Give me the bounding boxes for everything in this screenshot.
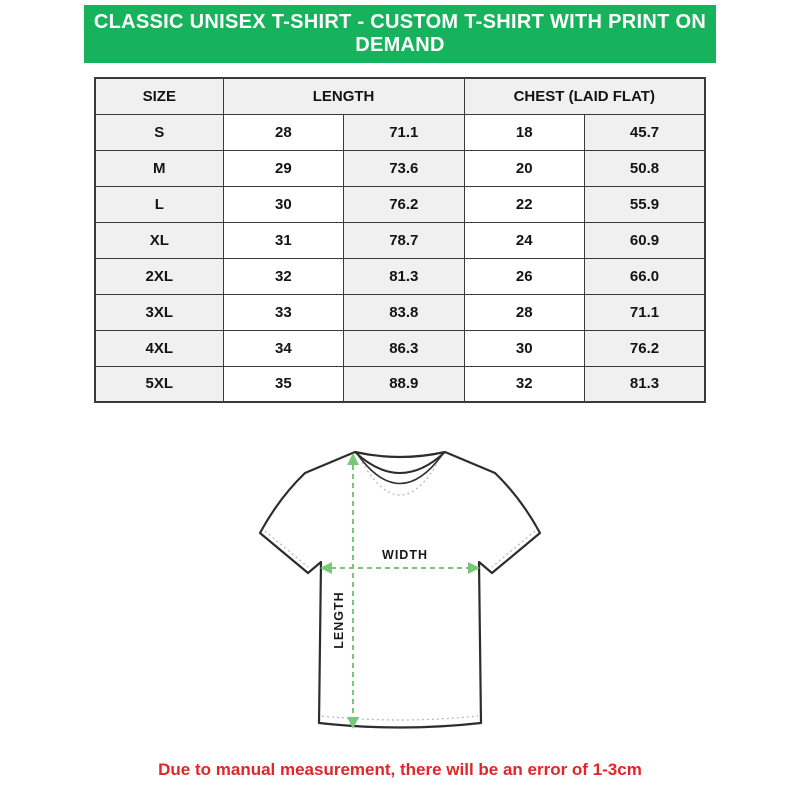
chest-in-cell: 22: [464, 186, 584, 222]
table-row: [95, 366, 705, 402]
table-row: [95, 258, 705, 294]
measurement-note-text: Due to manual measurement, there will be an error of 1-3cm: [158, 760, 642, 779]
chest-cm-cell: 66.0: [585, 258, 706, 294]
chest-in-cell: 18: [464, 114, 584, 150]
width-label: WIDTH: [382, 548, 428, 562]
length-in-cell: 30: [223, 186, 343, 222]
size-cell: XL: [95, 222, 223, 258]
table-header-row: [95, 78, 705, 114]
chest-in-cell: 30: [464, 330, 584, 366]
chest-cm-cell: 76.2: [585, 330, 706, 366]
length-cm-cell: 83.8: [344, 294, 464, 330]
length-cm-cell: 86.3: [344, 330, 464, 366]
chest-in-cell: 28: [464, 294, 584, 330]
title-banner: [84, 5, 716, 63]
length-in-cell: 28: [223, 114, 343, 150]
chest-in-cell: 20: [464, 150, 584, 186]
table-row: [95, 294, 705, 330]
length-in-cell: 29: [223, 150, 343, 186]
chest-cm-cell: 81.3: [585, 366, 706, 402]
tshirt-diagram: [255, 440, 545, 740]
length-label: LENGTH: [332, 591, 346, 649]
measurement-note: [0, 760, 800, 780]
table-row: [95, 222, 705, 258]
table-row: [95, 114, 705, 150]
length-cm-cell: 81.3: [344, 258, 464, 294]
length-in-cell: 33: [223, 294, 343, 330]
chest-cm-cell: 50.8: [585, 150, 706, 186]
length-cm-cell: 71.1: [344, 114, 464, 150]
table-row: [95, 186, 705, 222]
length-in-cell: 35: [223, 366, 343, 402]
length-cm-cell: 88.9: [344, 366, 464, 402]
length-in-cell: 31: [223, 222, 343, 258]
tshirt-outline: [260, 452, 540, 728]
length-in-cell: 32: [223, 258, 343, 294]
size-cell: 4XL: [95, 330, 223, 366]
table-row: [95, 150, 705, 186]
size-cell: 2XL: [95, 258, 223, 294]
chest-cm-cell: 60.9: [585, 222, 706, 258]
size-cell: 5XL: [95, 366, 223, 402]
size-chart-table: [94, 77, 706, 403]
column-header-size: SIZE: [95, 78, 223, 114]
size-cell: M: [95, 150, 223, 186]
size-cell: L: [95, 186, 223, 222]
column-header-chest: CHEST (LAID FLAT): [464, 78, 705, 114]
chest-cm-cell: 55.9: [585, 186, 706, 222]
chest-cm-cell: 45.7: [585, 114, 706, 150]
page-title: CLASSIC UNISEX T-SHIRT - CUSTOM T-SHIRT WITH PRINT ON DEMAND: [93, 11, 707, 56]
size-cell: S: [95, 114, 223, 150]
chest-in-cell: 32: [464, 366, 584, 402]
chest-in-cell: 24: [464, 222, 584, 258]
length-in-cell: 34: [223, 330, 343, 366]
size-cell: 3XL: [95, 294, 223, 330]
chest-in-cell: 26: [464, 258, 584, 294]
length-cm-cell: 76.2: [344, 186, 464, 222]
length-cm-cell: 73.6: [344, 150, 464, 186]
length-cm-cell: 78.7: [344, 222, 464, 258]
chest-cm-cell: 71.1: [585, 294, 706, 330]
table-row: [95, 330, 705, 366]
column-header-length: LENGTH: [223, 78, 464, 114]
